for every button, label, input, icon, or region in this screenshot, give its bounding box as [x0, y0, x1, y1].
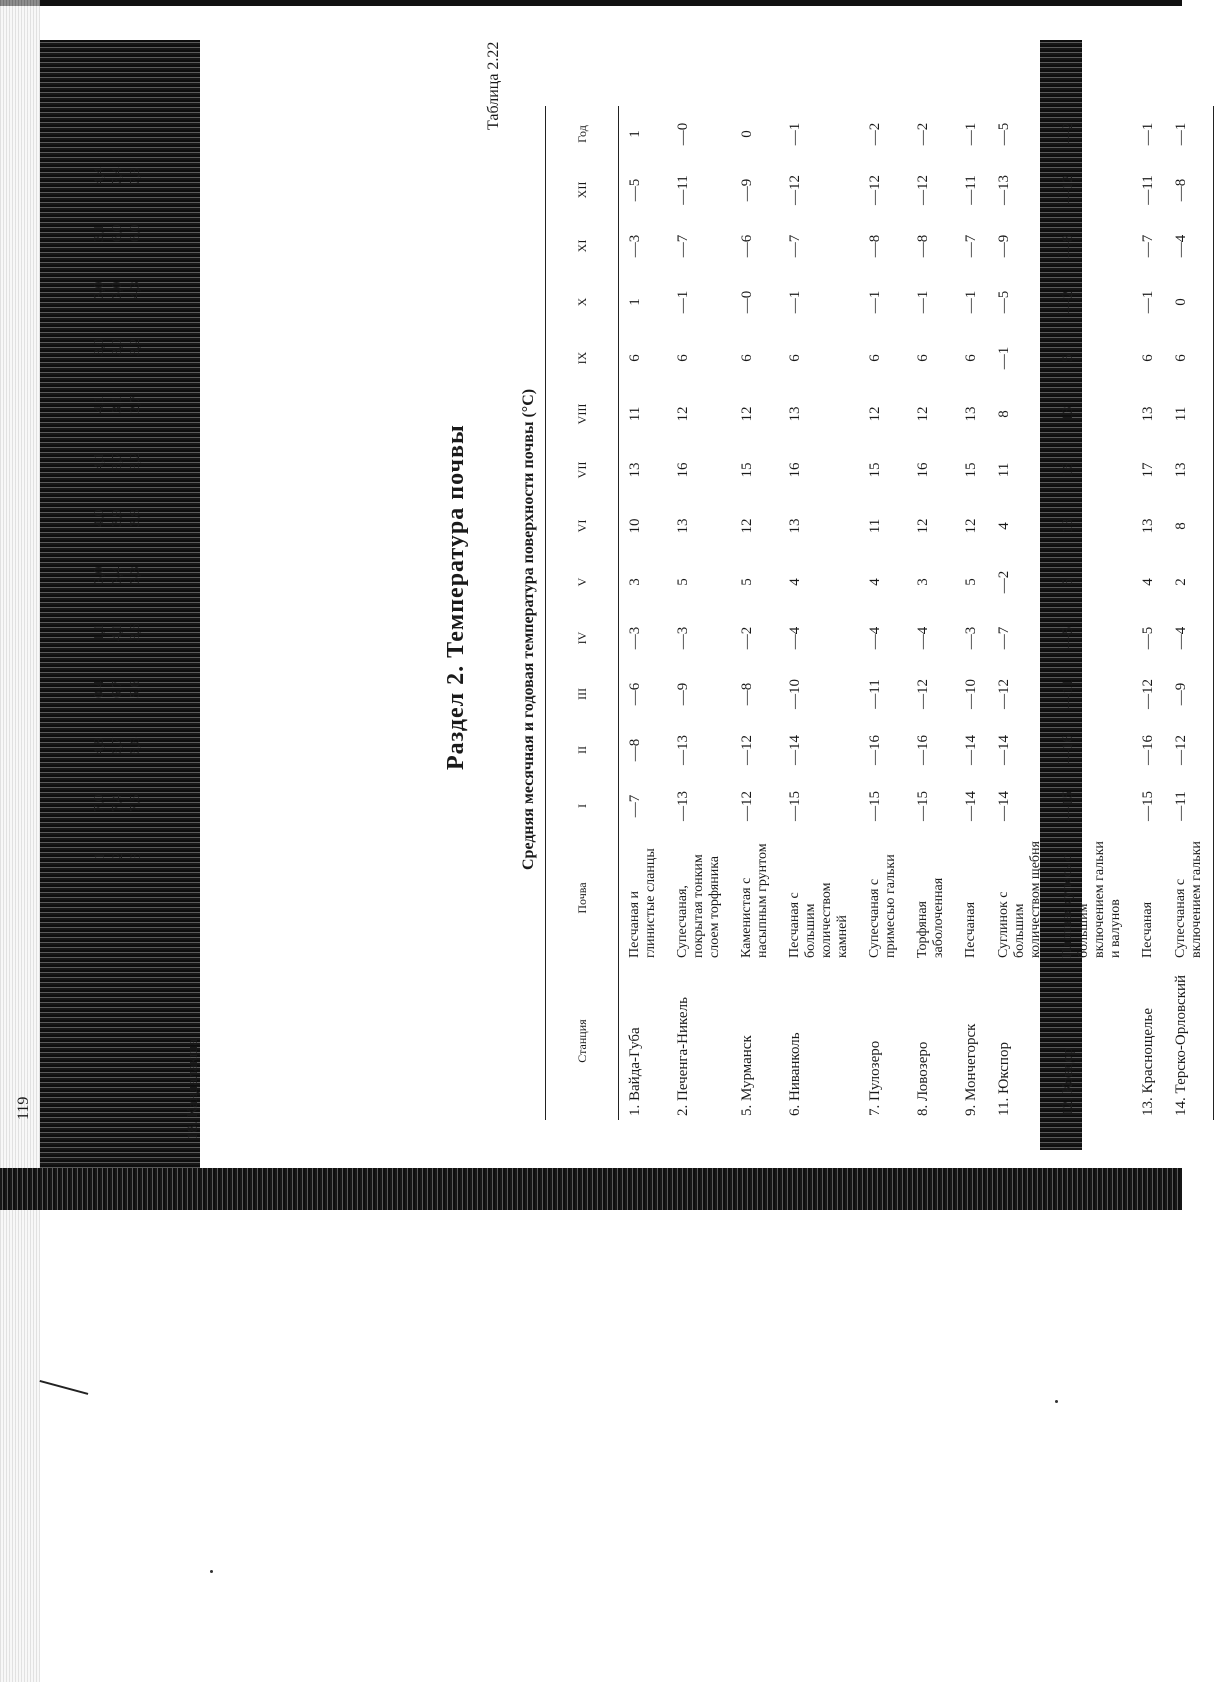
station-cell: 12. Ковдор [1060, 1047, 1076, 1116]
month-value-cell: —2 [996, 570, 1012, 594]
previous-table-value: 4,4 [92, 167, 107, 185]
month-value-cell: 17 [1140, 462, 1156, 478]
station-cell: 2. Печенга-Никель [675, 997, 691, 1116]
month-value-cell: —14 [996, 735, 1012, 765]
month-value-cell: 5 [675, 578, 691, 586]
soil-cell: Супесчаная с примесью гальки [867, 854, 898, 958]
month-value-cell: 12 [915, 406, 931, 422]
month-value-cell: —15 [1060, 791, 1076, 821]
scan-left-edge [0, 0, 40, 1682]
soil-cell: Торфяная заболоченная [915, 877, 946, 958]
month-value-cell: —7 [787, 234, 803, 258]
month-value-cell: —16 [1140, 735, 1156, 765]
month-value-cell: 10 [627, 518, 643, 534]
month-value-cell: —8 [1060, 234, 1076, 258]
previous-table-value: 3,1 [92, 224, 107, 242]
month-value-cell: —4 [787, 626, 803, 650]
month-value-cell: —12 [787, 175, 803, 205]
previous-table-value: 6,0 [128, 224, 143, 242]
month-value-cell: —5 [1140, 626, 1156, 650]
year-value-cell: —2 [1060, 122, 1076, 146]
previous-row-idx: 1 [92, 852, 108, 860]
month-value-cell: —3 [963, 626, 979, 650]
month-value-cell: —11 [963, 175, 979, 205]
column-header-month: VI [546, 498, 619, 554]
table-row [1052, 106, 1132, 1120]
month-value-cell: —15 [867, 791, 883, 821]
table-row [1132, 106, 1165, 1120]
previous-table-value: 3,6 [128, 623, 143, 641]
previous-table-value: 7,3 [128, 167, 143, 185]
month-value-cell: —5 [627, 178, 643, 202]
month-value-cell: —14 [996, 791, 1012, 821]
previous-table-value: 3,4 [110, 566, 125, 584]
year-value-cell: —1 [963, 122, 979, 146]
previous-table-value: 7,4 [110, 794, 125, 812]
month-value-cell: —15 [787, 791, 803, 821]
table-row [731, 106, 779, 1120]
month-value-cell: —3 [675, 626, 691, 650]
month-value-cell: 6 [963, 354, 979, 362]
previous-table-value: 1,1 [92, 623, 107, 641]
table-row [667, 106, 731, 1120]
month-value-cell: —14 [963, 791, 979, 821]
soil-cell: Супесчаная, покрытая тонким слоем торфяника [675, 854, 722, 958]
column-header-year: Год [546, 106, 619, 162]
month-value-cell: —9 [1165, 666, 1214, 722]
column-header-month: IX [546, 330, 619, 386]
month-value-cell: 16 [1060, 462, 1076, 478]
previous-table-value: 3,7 [110, 452, 125, 470]
table-caption: Средняя месячная и годовая температура поверхности почвы (°C) [520, 388, 537, 870]
month-value-cell: —5 [996, 290, 1012, 314]
month-value-cell: 11 [1165, 386, 1214, 442]
month-value-cell: 6 [1140, 354, 1156, 362]
month-value-cell: 12 [915, 518, 931, 534]
month-value-cell: —12 [915, 175, 931, 205]
year-value-cell: 0 [739, 130, 755, 138]
column-header-month: XII [546, 162, 619, 218]
year-value-cell: —0 [675, 122, 691, 146]
month-value-cell: 6 [915, 354, 931, 362]
station-cell: 6. Ниванколь [787, 1032, 803, 1116]
month-value-cell: 12 [963, 518, 979, 534]
month-value-cell: —12 [1165, 722, 1214, 778]
month-value-cell: 13 [963, 406, 979, 422]
month-value-cell: —1 [867, 290, 883, 314]
year-value-cell: —1 [787, 122, 803, 146]
column-header-month: II [546, 722, 619, 778]
year-value-cell: —5 [996, 122, 1012, 146]
table-row [619, 106, 668, 1120]
month-value-cell: —11 [1140, 175, 1156, 205]
previous-table-value: 0,4 [92, 680, 107, 698]
month-value-cell: —14 [963, 735, 979, 765]
month-value-cell: 6 [1165, 330, 1214, 386]
month-value-cell: —9 [996, 234, 1012, 258]
month-value-cell: —8 [867, 234, 883, 258]
month-value-cell: —15 [915, 791, 931, 821]
station-cell: 7. Пулозеро [867, 1040, 883, 1116]
month-value-cell: —13 [675, 791, 691, 821]
month-value-cell: —14 [787, 735, 803, 765]
column-header-month: XI [546, 218, 619, 274]
month-value-cell: 13 [1140, 518, 1156, 534]
year-value-cell: —2 [915, 122, 931, 146]
month-value-cell: 13 [1060, 518, 1076, 534]
station-cell: 14. Терско-Орловский [1165, 962, 1214, 1120]
station-cell: 11. Юкспор [996, 1042, 1012, 1116]
month-value-cell: —12 [1140, 679, 1156, 709]
month-value-cell: 5 [963, 578, 979, 586]
previous-table-value: 3,2 [128, 452, 143, 470]
month-value-cell: 12 [675, 406, 691, 422]
month-value-cell: 6 [675, 354, 691, 362]
year-value-cell: —1 [1140, 122, 1156, 146]
month-value-cell: 4 [867, 578, 883, 586]
month-value-cell: 8 [1165, 498, 1214, 554]
previous-table-value: 3,2 [128, 338, 143, 356]
month-value-cell: 2 [1165, 554, 1214, 610]
table-row [779, 106, 859, 1120]
previous-table-value: 3,8 [128, 509, 143, 527]
month-value-cell: —7 [675, 234, 691, 258]
month-value-cell: 8 [996, 410, 1012, 418]
month-value-cell: —7 [963, 234, 979, 258]
month-value-cell: 12 [739, 518, 755, 534]
previous-table-value: 4,1 [110, 623, 125, 641]
month-value-cell: —11 [1165, 778, 1214, 834]
month-value-cell: 3 [627, 578, 643, 586]
month-value-cell: 4 [996, 522, 1012, 530]
previous-table-value: 6,7 [110, 680, 125, 698]
column-header-month: III [546, 666, 619, 722]
month-value-cell: —16 [1060, 735, 1076, 765]
month-value-cell: —12 [1060, 175, 1076, 205]
month-value-cell: 1 [627, 298, 643, 306]
previous-table-value: 7,0 [92, 794, 107, 812]
previous-table-value: 6,7 [110, 737, 125, 755]
month-value-cell: —15 [1140, 791, 1156, 821]
previous-table-value: 3,9 [110, 509, 125, 527]
month-value-cell: 11 [867, 518, 883, 534]
month-value-cell: 13 [1165, 442, 1214, 498]
previous-table-value: 3,0 [92, 566, 107, 584]
month-value-cell: —11 [675, 175, 691, 205]
month-value-cell: —1 [675, 290, 691, 314]
month-value-cell: —6 [739, 234, 755, 258]
previous-table-value: 4,1 [92, 452, 107, 470]
month-value-cell: —13 [996, 175, 1012, 205]
month-value-cell: 12 [739, 406, 755, 422]
rotated-page [15, 0, 1204, 1190]
soil-cell: Плотная супесь с большим включением гальки и валунов [1060, 841, 1123, 958]
month-value-cell: 3 [915, 578, 931, 586]
month-value-cell: —7 [996, 626, 1012, 650]
soil-temperature-table [545, 106, 1214, 1120]
previous-table-fragment [55, 0, 235, 1190]
month-value-cell: —0 [739, 290, 755, 314]
month-value-cell: 16 [787, 462, 803, 478]
soil-cell: Песчаная и глинистые сланцы [627, 848, 658, 958]
table-row [859, 106, 907, 1120]
year-value-cell: —1 [1165, 106, 1214, 162]
pen-mark [39, 1380, 88, 1395]
previous-table-row [127, 128, 145, 812]
station-cell: 5. Мурманск [739, 1035, 755, 1116]
month-value-cell: 15 [739, 462, 755, 478]
month-value-cell: —4 [1165, 218, 1214, 274]
previous-table-value: 4,8 [92, 737, 107, 755]
previous-station-name: 18. Кандалакша [185, 1038, 201, 1140]
month-value-cell: 15 [867, 462, 883, 478]
station-cell: 1. Вайда-Губа [627, 1027, 643, 1116]
previous-table-value: 3,1 [110, 395, 125, 413]
month-value-cell: —7 [1140, 234, 1156, 258]
soil-cell: Песчаная с большим количеством камней [787, 882, 850, 958]
previous-table-row [109, 128, 127, 812]
month-value-cell: 13 [787, 518, 803, 534]
month-value-cell: 13 [1060, 406, 1076, 422]
soil-cell: Супесчаная с включением гальки [1165, 834, 1214, 962]
page-number: 119 [15, 1096, 32, 1120]
month-value-cell: 6 [739, 354, 755, 362]
month-value-cell: —12 [739, 735, 755, 765]
table-header-row [546, 106, 619, 1120]
month-value-cell: —11 [1060, 679, 1076, 709]
month-value-cell: 16 [915, 462, 931, 478]
column-header-month: X [546, 274, 619, 330]
previous-table-value: 4,0 [92, 509, 107, 527]
table-row [1165, 106, 1214, 1120]
month-value-cell: 6 [787, 354, 803, 362]
month-value-cell: —9 [739, 178, 755, 202]
month-value-cell: 13 [1140, 406, 1156, 422]
speck [210, 1570, 213, 1573]
month-value-cell: —1 [1140, 290, 1156, 314]
table-body [619, 106, 1214, 1120]
month-value-cell: —12 [996, 679, 1012, 709]
previous-table-value: 3,0 [110, 338, 125, 356]
soil-cell: Каменистая с насыпным грунтом [739, 843, 770, 958]
previous-row-idx: 2 [110, 852, 126, 860]
month-value-cell: —3 [627, 626, 643, 650]
month-value-cell: —1 [787, 290, 803, 314]
year-value-cell: —2 [867, 122, 883, 146]
month-value-cell: 4 [1140, 578, 1156, 586]
column-header-month: VII [546, 442, 619, 498]
table-row [907, 106, 955, 1120]
month-value-cell: 11 [996, 462, 1012, 478]
month-value-cell: 6 [867, 354, 883, 362]
previous-table-value: 3,0 [92, 281, 107, 299]
previous-table-value: 5,6 [128, 680, 143, 698]
month-value-cell: —8 [915, 234, 931, 258]
station-cell: 8. Ловозеро [915, 1041, 931, 1116]
month-value-cell: —2 [1060, 290, 1076, 314]
previous-table-row [91, 128, 109, 812]
month-value-cell: —11 [867, 679, 883, 709]
previous-table-value: 7,4 [110, 167, 125, 185]
month-value-cell: 11 [627, 406, 643, 422]
month-value-cell: —12 [915, 679, 931, 709]
column-header-month: VIII [546, 386, 619, 442]
column-header-month: I [546, 778, 619, 834]
month-value-cell: —3 [627, 234, 643, 258]
previous-table-values [91, 128, 145, 812]
month-value-cell: —9 [675, 682, 691, 706]
month-value-cell: —16 [915, 735, 931, 765]
month-value-cell: —12 [867, 175, 883, 205]
month-value-cell: —16 [867, 735, 883, 765]
column-header-station: Станция [546, 962, 619, 1120]
month-value-cell: —8 [1165, 162, 1214, 218]
previous-table-value: 4,1 [92, 395, 107, 413]
speck [1055, 1400, 1058, 1403]
table-row [988, 106, 1052, 1120]
month-value-cell: —10 [963, 679, 979, 709]
month-value-cell: 5 [1060, 354, 1076, 362]
month-value-cell: —8 [627, 738, 643, 762]
month-value-cell: 15 [963, 462, 979, 478]
previous-row-idx: 3 [128, 852, 144, 860]
month-value-cell: —6 [627, 682, 643, 706]
month-value-cell: 13 [787, 406, 803, 422]
month-value-cell: 16 [675, 462, 691, 478]
month-value-cell: —2 [739, 626, 755, 650]
previous-table-value: 6,0 [110, 224, 125, 242]
previous-table-value: 3,3 [128, 566, 143, 584]
month-value-cell: —8 [739, 682, 755, 706]
station-cell: 9. Мончегорск [963, 1023, 979, 1116]
previous-table-value: 2,7 [128, 395, 143, 413]
month-value-cell: 6 [627, 354, 643, 362]
month-value-cell: —5 [1060, 626, 1076, 650]
previous-row-index [91, 853, 145, 861]
month-value-cell: —4 [915, 626, 931, 650]
month-value-cell: —13 [675, 735, 691, 765]
soil-cell: Песчаная [963, 901, 978, 958]
month-value-cell: 4 [787, 578, 803, 586]
section-title: Раздел 2. Температура почвы [443, 424, 469, 770]
month-value-cell: 13 [675, 518, 691, 534]
month-value-cell: —1 [963, 290, 979, 314]
year-value-cell: 1 [627, 130, 643, 138]
previous-table-value: 3,0 [110, 281, 125, 299]
month-value-cell: 13 [627, 462, 643, 478]
month-value-cell: —7 [627, 794, 643, 818]
table-number: Таблица 2.22 [485, 41, 502, 130]
previous-table-value: 4,3 [128, 281, 143, 299]
previous-table-value: 6,6 [128, 737, 143, 755]
month-value-cell: —1 [915, 290, 931, 314]
previous-table-value: 7,5 [128, 794, 143, 812]
column-header-month: IV [546, 610, 619, 666]
month-value-cell: 0 [1165, 274, 1214, 330]
month-value-cell: 5 [739, 578, 755, 586]
month-value-cell: —1 [996, 346, 1012, 370]
previous-table-value: 3,0 [92, 338, 107, 356]
month-value-cell: —10 [787, 679, 803, 709]
soil-cell: Суглинок с большим количеством щебня [996, 841, 1043, 958]
column-header-soil: Почва [546, 834, 619, 962]
month-value-cell: 5 [1060, 578, 1076, 586]
month-value-cell: —12 [739, 791, 755, 821]
column-header-month: V [546, 554, 619, 610]
soil-cell: Песчаная [1140, 901, 1155, 958]
table-row [955, 106, 988, 1120]
month-value-cell: —4 [867, 626, 883, 650]
month-value-cell: —4 [1165, 610, 1214, 666]
station-cell: 13. Краснощелье [1140, 1007, 1156, 1116]
month-value-cell: 12 [867, 406, 883, 422]
